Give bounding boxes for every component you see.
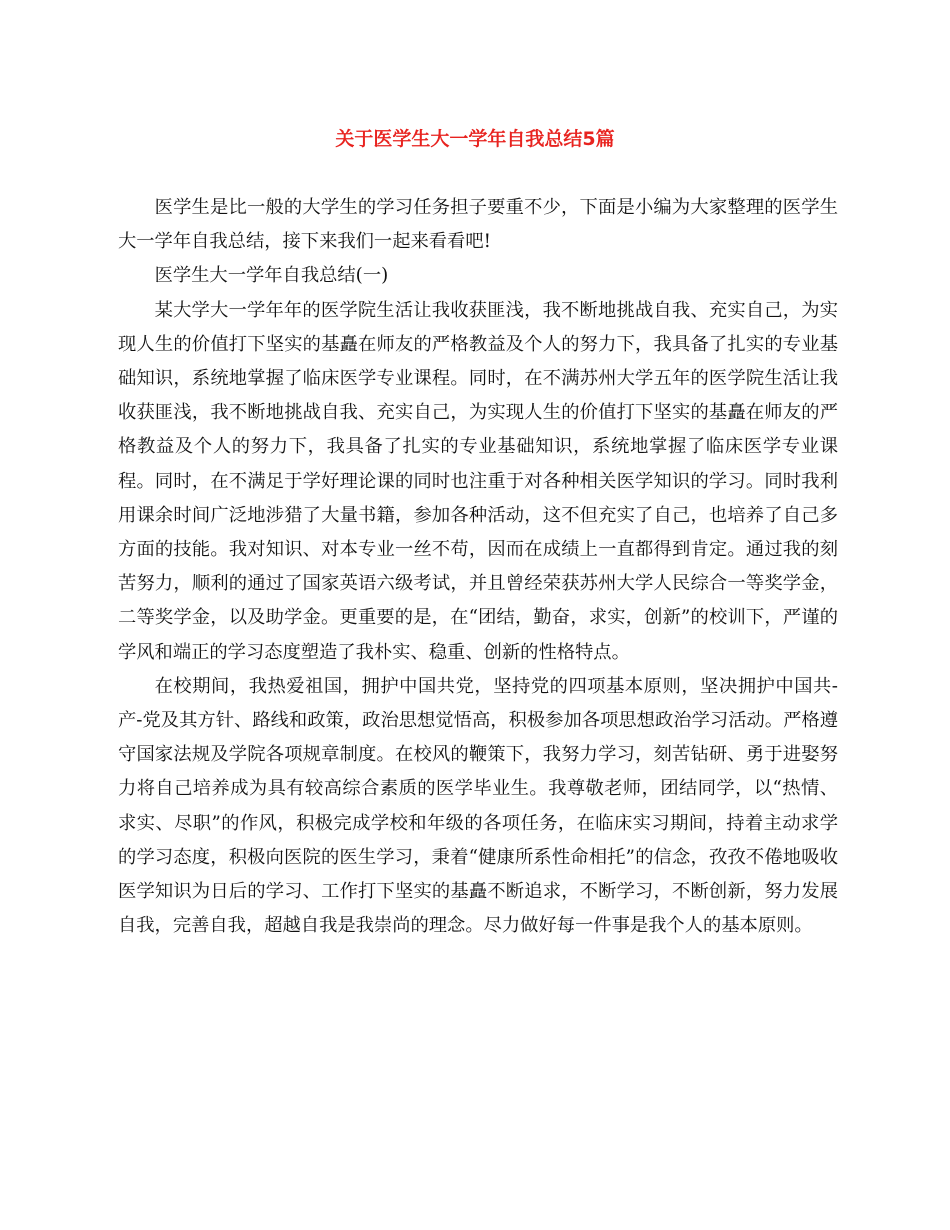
document-title: 关于医学生大一学年自我总结5篇 bbox=[335, 128, 615, 150]
body-paragraph: 某大学大一学年年的医学院生活让我收获匪浅，我不断地挑战自我、充实自己，为实现人生的价值打下坚实的基矗在师友的严格教益及个人的努力下，我具备了扎实的专业基础知识，系统地掌握了临床医学专业课程。同时，在不满苏州大学五年的医学院生活让我收获匪浅，我不断地挑战自我、充实自己，为实现人生的价值打下坚实的基矗在师友的严格教益及个人的努力下，我具备了扎实的专业基础知识，系统地掌握了临床医学专业课程。同时，在不满足于学好理论课的同时也注重于对各种相关医学知识的学习。同时我利用课余时间广泛地涉猎了大量书籍，参加各种活动，这不但充实了自己，也培养了自己多方面的技能。我对知识、对本专业一丝不苟，因而在成绩上一直都得到肯定。通过我的刻苦努力，顺利的通过了国家英语六级考试，并且曾经荣获苏州大学人民综合一等奖学金，二等奖学金，以及助学金。更重要的是，在“团结，勤奋，求实，创新”的校训下，严谨的学风和端正的学习态度塑造了我朴实、稳重、创新的性格特点。 bbox=[118, 299, 838, 663]
section-heading: 医学生大一学年自我总结(一) bbox=[154, 265, 389, 287]
intro-paragraph: 医学生是比一般的大学生的学习任务担子要重不少，下面是小编为大家整理的医学生大一学年自我总结，接下来我们一起来看看吧! bbox=[118, 197, 838, 253]
body-paragraph: 在校期间，我热爱祖国，拥护中国共党，坚持党的四项基本原则，坚决拥护中国共-产-党及其方针、路线和政策，政治思想觉悟高，积极参加各项思想政治学习活动。严格遵守国家法规及学院各项规章制度。在校风的鞭策下，我努力学习，刻苦钻研、勇于进娶努力将自己培养成为具有较高综合素质的医学毕业生。我尊敬老师，团结同学，以“热情、求实、尽职”的作风，积极完成学校和年级的各项任务，在临床实习期间，持着主动求学的学习态度，积极向医院的医生学习，秉着“健康所系性命相托”的信念，孜孜不倦地吸收医学知识为日后的学习、工作打下坚实的基矗不断追求，不断学习，不断创新，努力发展自我，完善自我，超越自我是我崇尚的理念。尽力做好每一件事是我个人的基本原则。 bbox=[118, 675, 838, 937]
document-body bbox=[118, 191, 838, 943]
